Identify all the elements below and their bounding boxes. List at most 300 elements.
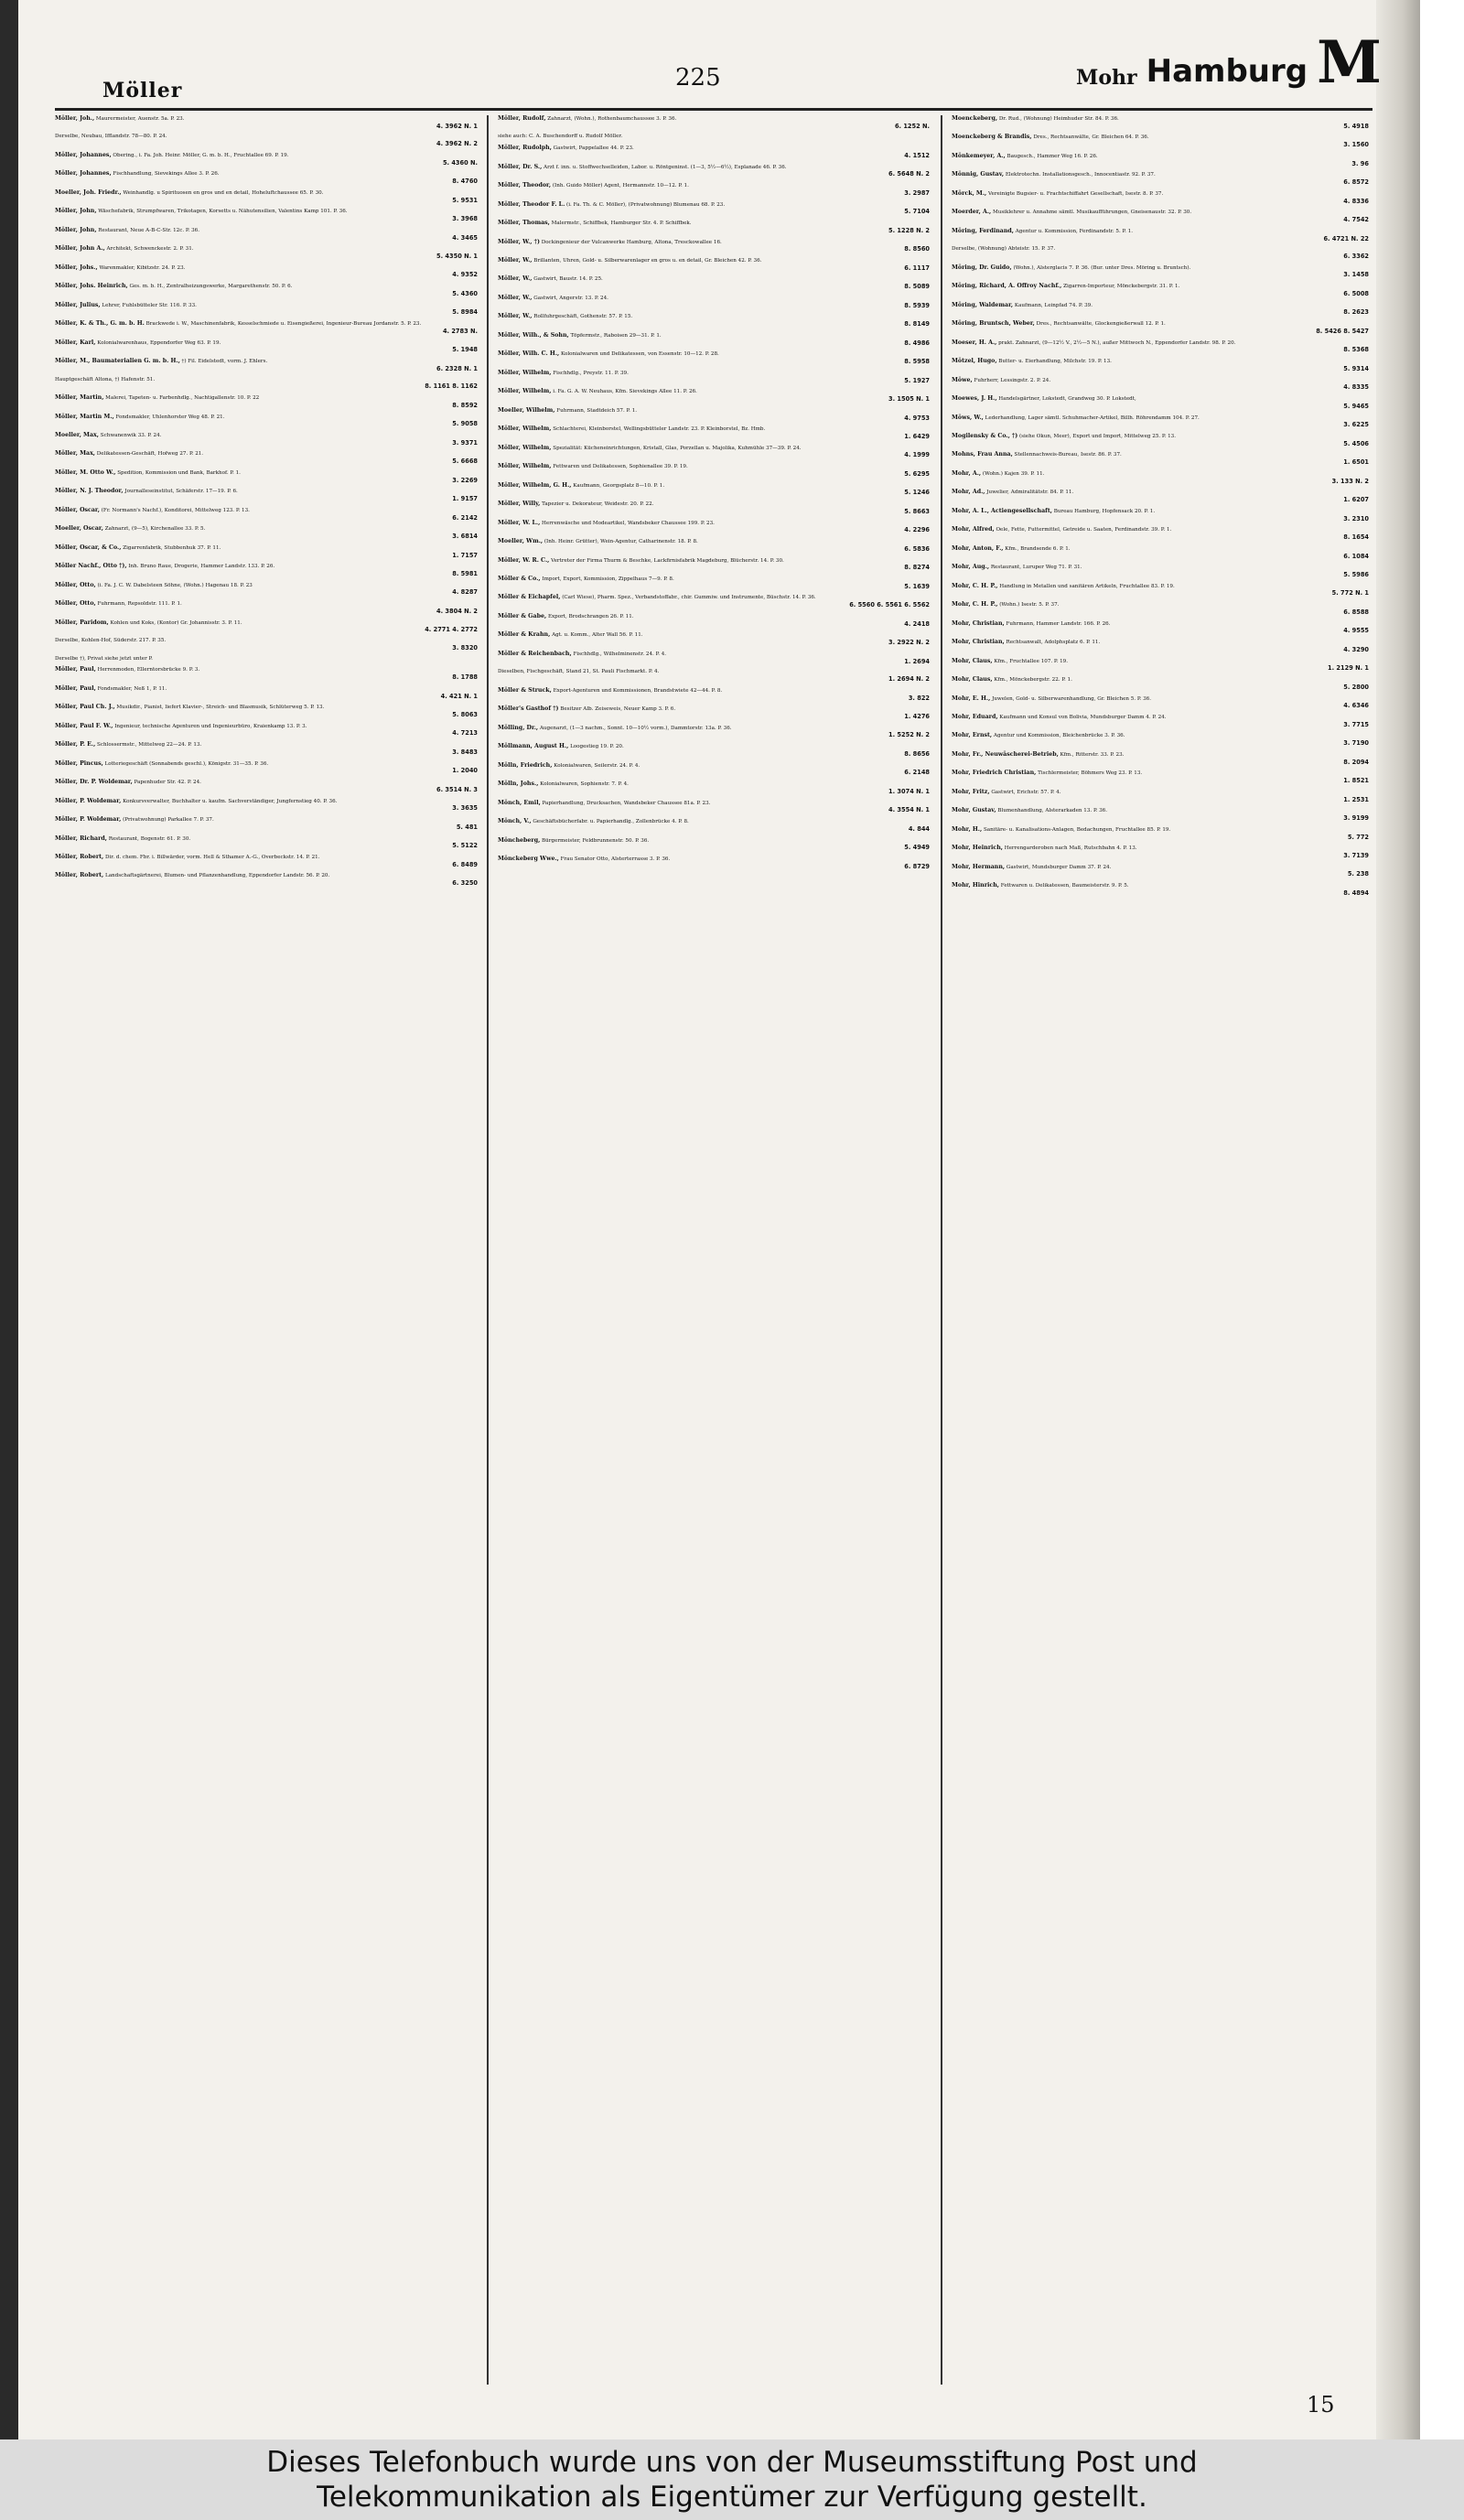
entry-phone-number: 3. 6225 bbox=[1343, 421, 1369, 429]
entry-body bbox=[55, 656, 478, 663]
entry-body bbox=[498, 115, 930, 124]
entry-name: Möller, Paul Ch. J., bbox=[55, 704, 115, 711]
entry-body bbox=[55, 432, 478, 440]
directory-entry bbox=[498, 856, 930, 870]
directory-entry bbox=[952, 264, 1369, 279]
entry-details: Zahnarzt, (Wohn.), Rothenbaumchaussee 3. P. 36. bbox=[547, 116, 677, 122]
entry-phone-number: 5. 8663 bbox=[904, 507, 930, 515]
entry-details: Handlung in Metallen und sanitären Artikeln, Fruchtallee 83. P. 19. bbox=[999, 583, 1175, 589]
entry-details: Restaurant, Neue A-B-C-Str. 12c. P. 36. bbox=[98, 227, 199, 233]
entry-name: Mohr, A., bbox=[952, 469, 982, 477]
directory-entry bbox=[952, 676, 1369, 691]
entry-details: Fuhrherr, Lessingstr. 2. P. 24. bbox=[974, 377, 1051, 383]
entry-body bbox=[498, 164, 930, 172]
entry-name: Mohr, Christian, bbox=[952, 619, 1005, 627]
directory-entry bbox=[55, 152, 478, 167]
entry-phone-number: 6. 3514 N. 3 bbox=[436, 785, 478, 793]
entry-details: Zigarren-Importeur, Mönckebergstr. 31. P. 1. bbox=[1063, 284, 1180, 290]
entry-name: Moeller, Joh. Friedr., bbox=[55, 188, 122, 196]
entry-phone-number: 3. 1505 N. 1 bbox=[888, 395, 930, 404]
entry-body bbox=[55, 798, 478, 806]
entry-details: prakt. Zahnarzt, (9—12½ V., 2½—5 N.), außer Mittwoch N., Eppendorfer Landstr. 98. P. 20. bbox=[998, 339, 1236, 346]
footnote-mark: 15 bbox=[1307, 2392, 1335, 2418]
directory-entry bbox=[498, 445, 930, 459]
entry-phone-number: 5. 4506 bbox=[1343, 439, 1369, 447]
entry-name: Mohr, Ad., bbox=[952, 489, 985, 496]
entry-details: Derselbe, Neubau, Ifflandstr. 78—80. P. 24. bbox=[55, 134, 167, 140]
column-separator-2 bbox=[941, 115, 942, 2385]
entry-name: Möwe, bbox=[952, 376, 973, 383]
directory-entry bbox=[952, 302, 1369, 317]
entry-body bbox=[952, 639, 1369, 647]
entry-body bbox=[498, 687, 930, 695]
entry-phone-number: 6. 2148 bbox=[904, 769, 930, 777]
entry-name: Mohr, Friedrich Christian, bbox=[952, 770, 1037, 777]
directory-entry bbox=[498, 295, 930, 309]
entry-body bbox=[55, 685, 478, 694]
directory-entry bbox=[952, 620, 1369, 635]
entry-name: Möller, Oscar, bbox=[55, 506, 100, 513]
entry-body bbox=[952, 320, 1369, 328]
directory-entry bbox=[498, 818, 930, 833]
entry-name: Mönch, Emil, bbox=[498, 799, 541, 806]
entry-body bbox=[55, 227, 478, 235]
entry-phone-number: 1. 6207 bbox=[1343, 496, 1369, 504]
entry-name: Mohr, C. H. P., bbox=[952, 582, 998, 589]
directory-entry bbox=[952, 171, 1369, 186]
entry-body bbox=[952, 864, 1369, 872]
directory-entry bbox=[952, 153, 1369, 167]
entry-body bbox=[55, 619, 478, 628]
entry-name: Möller, Paul, bbox=[55, 684, 96, 692]
entry-name: Möllmann, August H., bbox=[498, 743, 569, 750]
directory-entry bbox=[498, 275, 930, 290]
entry-details: (Inh. Guido Möller) Agent, Hermannstr. 10—12. P. 1. bbox=[552, 183, 689, 189]
entry-phone-number: 8. 2623 bbox=[1343, 308, 1369, 317]
entry-phone-number: 4. 3962 N. 2 bbox=[436, 140, 478, 148]
entry-details: (i. Fa. J. C. W. Dabelsteen Söhne, (Wohn.) Hagenau 18. P. 23 bbox=[97, 582, 253, 588]
directory-entry bbox=[952, 190, 1369, 205]
entry-name: Mölln, Friedrich, bbox=[498, 761, 553, 769]
entry-phone-number: 8. 5981 bbox=[452, 569, 478, 577]
entry-phone-number: 4. 3465 bbox=[452, 233, 478, 242]
directory-entry bbox=[55, 189, 478, 204]
entry-phone-number: 4. 9555 bbox=[1343, 627, 1369, 635]
entry-name: Möller, Dr. S., bbox=[498, 163, 543, 170]
directory-entry bbox=[55, 302, 478, 317]
entry-phone-number: 8. 1161 8. 1162 bbox=[425, 382, 478, 391]
directory-entry bbox=[55, 666, 478, 681]
entry-details: Vereinigte Bugsier- u. Frachtschiffahrt Gesellschaft, Isestr. 8. P. 37. bbox=[988, 190, 1164, 197]
entry-details: Fettwaren und Delikatessen, Sophienallee 39. P. 19. bbox=[553, 464, 688, 470]
column-3 bbox=[952, 115, 1369, 2439]
entry-name: Möller, Johannes, bbox=[55, 170, 112, 178]
entry-details: Musiklehrer u. Annahme sämtl. Musikaufführungen, Gneisenaustr. 32. P. 30. bbox=[992, 210, 1192, 216]
entry-body bbox=[498, 538, 930, 546]
entry-name: Möller, Robert, bbox=[55, 872, 104, 879]
directory-columns bbox=[55, 115, 1372, 2430]
entry-details: Dieselben, Fischgeschäft, Stand 21, St. Pauli Fischmarkt. P. 4. bbox=[498, 669, 660, 675]
directory-entry bbox=[498, 145, 930, 159]
entry-body bbox=[55, 835, 478, 844]
entry-body bbox=[498, 239, 930, 247]
entry-phone-number: 8. 8592 bbox=[452, 401, 478, 409]
entry-name: Möller, Paul F. W., bbox=[55, 722, 113, 729]
entry-body bbox=[952, 751, 1369, 759]
entry-body bbox=[498, 388, 930, 396]
entry-body bbox=[952, 115, 1369, 124]
entry-phone-number: 3. 3635 bbox=[452, 804, 478, 813]
entry-phone-number: 8. 4894 bbox=[1343, 888, 1369, 897]
directory-entry bbox=[952, 770, 1369, 784]
entry-details: Delikatessen-Geschäft, Hofweg 27. P. 21. bbox=[96, 451, 204, 458]
entry-name: Möller, W., bbox=[498, 294, 533, 301]
entry-body bbox=[952, 134, 1369, 142]
entry-phone-number: 3. 2987 bbox=[904, 188, 930, 197]
entry-body bbox=[498, 818, 930, 826]
entry-details: Ges. m. b. H., Zentralheizungswerke, Margarethenstr. 50. P. 6. bbox=[129, 284, 293, 290]
directory-entry bbox=[952, 526, 1369, 541]
entry-phone-number: 1. 9157 bbox=[452, 495, 478, 503]
entry-details: †) Fil. Eidelstedt, vorm. J. Ehlers. bbox=[181, 359, 268, 365]
entry-details: Restaurant, Bogenstr. 61. P. 30. bbox=[108, 835, 191, 842]
entry-phone-number: 3. 2269 bbox=[452, 476, 478, 484]
directory-entry bbox=[952, 583, 1369, 598]
entry-name: Möller, Pincus, bbox=[55, 759, 103, 767]
entry-details: Loogestieg 19. P. 20. bbox=[570, 744, 624, 750]
entry-details: Herrengarderoben nach Maß, Rutschbahn 4. P. 13. bbox=[1004, 845, 1137, 852]
entry-details: Papenhuder Str. 42. P. 24. bbox=[134, 780, 201, 786]
entry-body bbox=[952, 190, 1369, 199]
entry-phone-number: 6. 3250 bbox=[452, 879, 478, 888]
directory-entry bbox=[55, 816, 478, 831]
entry-details: Geschäftsbücherfabr. u. Papierhandlg., Zollenbrücke 4. P. 8. bbox=[533, 819, 689, 825]
entry-details: Frau Senator Otto, Alsterterrasse 3. P. 36. bbox=[560, 856, 671, 863]
entry-details: Elektrotechn. Installationsgesch., Innocentiastr. 92. P. 37. bbox=[1005, 172, 1156, 178]
directory-entry bbox=[952, 470, 1369, 485]
column-1 bbox=[55, 115, 478, 2439]
directory-entry bbox=[952, 228, 1369, 242]
directory-entry bbox=[498, 313, 930, 328]
entry-details: Restaurant, Luruper Weg 71. P. 31. bbox=[990, 565, 1082, 571]
entry-details: Juwelier, Admiralitätstr. 84. P. 11. bbox=[986, 490, 1074, 496]
entry-name: Mohr, Christian, bbox=[952, 639, 1005, 646]
entry-body bbox=[498, 613, 930, 621]
entry-body bbox=[952, 302, 1369, 310]
entry-phone-number: 5. 4360 bbox=[452, 289, 478, 297]
entry-name: Möller, M., Baumaterialien G. m. b. H., bbox=[55, 358, 180, 365]
entry-details: Rechtsanwalt, Adolphsplatz 6. P. 11. bbox=[1006, 640, 1101, 646]
entry-details: Tapezier u. Dekorateur, Weidestr. 20. P. 22. bbox=[542, 501, 654, 508]
entry-phone-number: 3. 7715 bbox=[1343, 720, 1369, 728]
entry-phone-number: 4. 3290 bbox=[1343, 645, 1369, 653]
entry-details: (Fr. Normann's Nachf.), Konditorei, Mittelweg 123. P. 13. bbox=[101, 507, 250, 513]
directory-entry bbox=[952, 807, 1369, 822]
entry-body bbox=[952, 676, 1369, 684]
entry-name: Möller, P. Woldemar, bbox=[55, 797, 122, 804]
entry-details: Dockingenieur der Vulcanwerke Hamburg, Altona, Tresckowallee 16. bbox=[541, 239, 722, 245]
directory-entry bbox=[498, 687, 930, 702]
entry-phone-number: 8. 5939 bbox=[904, 301, 930, 309]
entry-phone-number: 8. 8149 bbox=[904, 320, 930, 328]
entry-phone-number: 6. 2142 bbox=[452, 513, 478, 522]
entry-details: Rollfuhrgeschäft, Gothenstr. 57. P. 15. bbox=[533, 314, 633, 320]
entry-details: Lehrer, Fuhlsbütteler Str. 116. P. 33. bbox=[102, 302, 197, 308]
entry-name: Möller, W., bbox=[498, 313, 533, 320]
entry-name: Mohr, Claus, bbox=[952, 676, 993, 684]
entry-body bbox=[952, 601, 1369, 609]
directory-entry bbox=[55, 339, 478, 354]
entry-details: Musikdir., Pianist, liefert Klavier-, Streich- und Blasmusik, Schlüterweg 5. P. 13. bbox=[116, 705, 325, 711]
entry-name: Mörck, M., bbox=[952, 189, 987, 197]
directory-entry bbox=[498, 576, 930, 590]
entry-name: Möller & Co., bbox=[498, 575, 541, 582]
entry-name: Möller, Otto, bbox=[55, 581, 96, 588]
directory-entry bbox=[55, 638, 478, 652]
entry-phone-number: 6. 3362 bbox=[1343, 253, 1369, 261]
entry-phone-number: 3. 3968 bbox=[452, 215, 478, 223]
entry-body bbox=[952, 658, 1369, 666]
entry-details: Kfm., Brandsende 6. P. 1. bbox=[1005, 545, 1071, 552]
entry-name: Mohr, Anton, F., bbox=[952, 544, 1004, 552]
entry-phone-number: 6. 8588 bbox=[1343, 608, 1369, 616]
directory-entry bbox=[952, 658, 1369, 673]
directory-entry bbox=[498, 781, 930, 795]
entry-name: Moeller, Wilhelm, bbox=[498, 406, 555, 414]
entry-body bbox=[55, 170, 478, 178]
entry-body bbox=[498, 781, 930, 789]
entry-body bbox=[952, 526, 1369, 534]
entry-body bbox=[498, 651, 930, 659]
entry-details: Fischhandlung, Sievekings Allee 3. P. 26. bbox=[113, 171, 220, 178]
entry-name: Möller, Thomas, bbox=[498, 220, 550, 227]
directory-entry bbox=[55, 704, 478, 718]
entry-phone-number: 1. 7157 bbox=[452, 551, 478, 559]
running-head-city: Hamburg bbox=[1146, 53, 1308, 90]
directory-entry bbox=[55, 619, 478, 634]
entry-name: Möller & Struck, bbox=[498, 686, 552, 694]
entry-body bbox=[952, 283, 1369, 291]
entry-phone-number: 6. 1084 bbox=[1343, 552, 1369, 560]
entry-name: Möncheberg, bbox=[498, 836, 541, 844]
directory-entry bbox=[952, 115, 1369, 130]
entry-body bbox=[55, 582, 478, 590]
directory-entry bbox=[55, 723, 478, 738]
entry-phone-number: 6. 2328 N. 1 bbox=[436, 364, 478, 372]
entry-name: Möller, Wilh. C. H., bbox=[498, 350, 560, 358]
entry-details: Fondsmakler, Neß 1, P. 11. bbox=[97, 685, 167, 692]
entry-phone-number: 8. 5958 bbox=[904, 358, 930, 366]
entry-body bbox=[498, 220, 930, 228]
directory-entry bbox=[55, 835, 478, 850]
entry-phone-number: 6. 4721 N. 22 bbox=[1323, 234, 1369, 242]
entry-name: Möller's Gasthof †) bbox=[498, 705, 559, 713]
entry-details: Kolonialwarenhaus, Eppendorfer Weg 63. P. 19. bbox=[97, 339, 221, 346]
entry-body bbox=[952, 433, 1369, 441]
entry-body bbox=[498, 501, 930, 509]
directory-entry bbox=[55, 563, 478, 577]
directory-entry bbox=[498, 837, 930, 852]
entry-details: Lederhandlung, Lager sämtl. Schuhmacher-Artikel, Billh. Röhrendamm 104. P. 27. bbox=[985, 415, 1200, 421]
entry-name: Möller & Krahn, bbox=[498, 631, 551, 639]
entry-name: Mohr, Fritz, bbox=[952, 788, 990, 795]
entry-details: Fuhrmann, Repsoldstr. 111. P. 1. bbox=[97, 601, 182, 608]
entry-phone-number: 1. 4276 bbox=[904, 713, 930, 720]
directory-entry bbox=[952, 209, 1369, 223]
entry-details: Papierhandlung, Drucksachen, Wandsbeker Chaussee 81a. P. 23. bbox=[542, 800, 711, 806]
entry-phone-number: 6. 5648 N. 2 bbox=[888, 170, 930, 178]
entry-body bbox=[55, 600, 478, 608]
entry-phone-number: 4. 1999 bbox=[904, 451, 930, 459]
entry-details: Import, Export, Kommission, Zippelhaus 7—9. P. 8. bbox=[542, 576, 674, 582]
entry-body bbox=[55, 488, 478, 496]
entry-phone-number: 3. 9371 bbox=[452, 438, 478, 447]
directory-entry bbox=[952, 789, 1369, 803]
directory-entry bbox=[952, 339, 1369, 354]
entry-body bbox=[498, 557, 930, 565]
entry-phone-number: 6. 1117 bbox=[904, 264, 930, 272]
entry-body bbox=[952, 714, 1369, 722]
directory-entry bbox=[952, 283, 1369, 297]
entry-details: Derselbe, Kohlen-Hof, Süderstr. 217. P. 35. bbox=[55, 638, 167, 644]
entry-body bbox=[498, 743, 930, 751]
entry-body bbox=[952, 153, 1369, 161]
entry-name: Möller, John, bbox=[55, 226, 97, 233]
directory-entry bbox=[55, 134, 478, 147]
entry-phone-number: 5. 9465 bbox=[1343, 402, 1369, 410]
entry-body bbox=[952, 845, 1369, 853]
directory-entry bbox=[952, 864, 1369, 878]
directory-entry bbox=[952, 545, 1369, 560]
entry-phone-number: 5. 2800 bbox=[1343, 683, 1369, 691]
entry-details: Juwelen, Gold- u. Silberwarenhandlung, Gr. Bleichen 5. P. 36. bbox=[992, 695, 1151, 702]
entry-details: Bürgermeister, Feldbrunnenstr. 50. P. 36. bbox=[542, 837, 650, 844]
entry-body bbox=[952, 564, 1369, 572]
entry-phone-number: 5. 4918 bbox=[1343, 122, 1369, 130]
entry-name: Mölling, Dr., bbox=[498, 724, 539, 731]
entry-details: Fuhrmann, Hammer Landstr. 166. P. 26. bbox=[1006, 620, 1111, 627]
entry-name: Mohr, Aug., bbox=[952, 564, 990, 571]
entry-body bbox=[952, 545, 1369, 554]
entry-body bbox=[55, 469, 478, 478]
directory-entry bbox=[498, 538, 930, 553]
entry-details: Hauptgeschäft Altona, †) Hafenstr. 51. bbox=[55, 376, 156, 382]
entry-details: Spedition, Kommission und Bank, Barkhof. P. 1. bbox=[117, 469, 241, 476]
directory-entry bbox=[55, 227, 478, 242]
entry-name: Mohr, E. H., bbox=[952, 695, 991, 702]
entry-phone-number: 8. 8560 bbox=[904, 245, 930, 253]
entry-body bbox=[952, 415, 1369, 423]
entry-phone-number: 5. 1228 N. 2 bbox=[888, 226, 930, 234]
directory-entry bbox=[498, 762, 930, 777]
entry-phone-number: 4. 2418 bbox=[904, 619, 930, 628]
entry-phone-number: 6. 5008 bbox=[1343, 289, 1369, 297]
entry-name: Moeller, Max, bbox=[55, 431, 99, 438]
directory-entry bbox=[498, 350, 930, 365]
entry-phone-number: 5. 6295 bbox=[904, 469, 930, 478]
column-2 bbox=[498, 115, 930, 2439]
entry-phone-number: 5. 4949 bbox=[904, 844, 930, 852]
entry-phone-number: 1. 5252 N. 2 bbox=[888, 731, 930, 739]
entry-name: Möller, Joh., bbox=[55, 115, 95, 122]
entry-body bbox=[498, 295, 930, 303]
directory-entry bbox=[498, 370, 930, 384]
entry-name: Mohr, H., bbox=[952, 825, 983, 833]
entry-details: Brackwede i. W., Maschinenfabrik, Kesselschmiede u. Eisengießerei, Ingenieur-Bureau Jordanstr. 5. P. 23. bbox=[145, 321, 422, 328]
entry-body bbox=[55, 760, 478, 769]
directory-entry bbox=[55, 525, 478, 540]
entry-details: Kaufmann und Konsul von Bolivia, Mundsburger Damm 4. P. 24. bbox=[999, 715, 1167, 720]
entry-name: Möller, Wilhelm, bbox=[498, 388, 552, 395]
entry-body bbox=[55, 134, 478, 141]
entry-name: Möller, Julius, bbox=[55, 301, 101, 308]
entry-name: Möller, P. E., bbox=[55, 741, 96, 748]
entry-name: Möller, Richard, bbox=[55, 835, 107, 842]
entry-details: Dres., Rechtsanwälte, Gr. Bleichen 64. P. 36. bbox=[1033, 135, 1149, 141]
entry-body bbox=[498, 332, 930, 340]
entry-name: Möller, P. Woldemar, bbox=[55, 816, 122, 824]
entry-name: Möller, Dr. P. Woldemar, bbox=[55, 779, 133, 786]
entry-body bbox=[498, 275, 930, 284]
entry-phone-number: 8. 5368 bbox=[1343, 346, 1369, 354]
entry-name: Mohr, Ernst, bbox=[952, 732, 993, 739]
entry-details: Gastwirt, Mundsburger Damm 37. P. 24. bbox=[1006, 864, 1112, 870]
entry-name: Möller, Johannes, bbox=[55, 151, 112, 158]
entry-phone-number: 8. 4986 bbox=[904, 339, 930, 347]
entry-details: Dir. d. chem. Fbr. i. Billwärder, vorm. Hell & Sthamer A.-G., Overbeckstr. 14. P. 21. bbox=[104, 855, 320, 861]
entry-body bbox=[952, 377, 1369, 385]
archive-footer bbox=[0, 2439, 1464, 2520]
entry-body bbox=[498, 762, 930, 770]
directory-entry bbox=[498, 520, 930, 534]
entry-details: Blumenhandlung, Alsterarkaden 13. P. 36. bbox=[997, 808, 1108, 814]
entry-name: Mönckeberg Wwe., bbox=[498, 856, 559, 863]
directory-entry bbox=[952, 358, 1369, 372]
header-rule bbox=[55, 108, 1372, 111]
entry-details: Fischhdlg., Preystr. 11. P. 39. bbox=[553, 370, 629, 376]
entry-body bbox=[498, 201, 930, 210]
entry-phone-number: 3. 133 N. 2 bbox=[1331, 477, 1369, 485]
directory-entry bbox=[952, 377, 1369, 392]
running-head-letter: M bbox=[1317, 28, 1382, 97]
entry-details: Konkursverwalter, Buchhalter u. kaufm. Sachverständiger, Jungfernstieg 40. P. 36. bbox=[123, 798, 338, 804]
directory-entry bbox=[55, 115, 478, 130]
entry-body bbox=[498, 257, 930, 265]
entry-name: Möller, Rudolph, bbox=[498, 145, 552, 152]
directory-entry bbox=[55, 414, 478, 428]
directory-entry bbox=[498, 257, 930, 272]
entry-body bbox=[498, 407, 930, 415]
entry-phone-number: 3. 7190 bbox=[1343, 739, 1369, 748]
entry-name: Möller, Wilhelm, bbox=[498, 463, 552, 470]
entry-phone-number: 8. 1788 bbox=[452, 673, 478, 682]
entry-name: Möller & Eichapfel, bbox=[498, 594, 561, 601]
entry-details: Zahnarzt, (9—5), Kirchenallee 33. P. 5. bbox=[104, 526, 206, 533]
entry-phone-number: 6. 8489 bbox=[452, 860, 478, 868]
entry-phone-number: 1. 6429 bbox=[904, 432, 930, 440]
directory-entry bbox=[498, 800, 930, 814]
entry-name: Möller, W., bbox=[498, 275, 533, 283]
entry-details: (siehe Okun, Meer), Export und Import, Mittelweg 25. P. 13. bbox=[1018, 433, 1177, 439]
entry-name: Möller, Johs. Heinrich, bbox=[55, 283, 128, 290]
entry-name: Mötzel, Hugo, bbox=[952, 358, 997, 365]
directory-entry bbox=[952, 601, 1369, 616]
entry-phone-number: 5. 8063 bbox=[452, 711, 478, 718]
entry-body bbox=[55, 152, 478, 160]
entry-name: Möller, Max, bbox=[55, 450, 95, 458]
directory-entry bbox=[55, 469, 478, 484]
entry-name: Möller, Wilh., & Sohn, bbox=[498, 331, 569, 339]
